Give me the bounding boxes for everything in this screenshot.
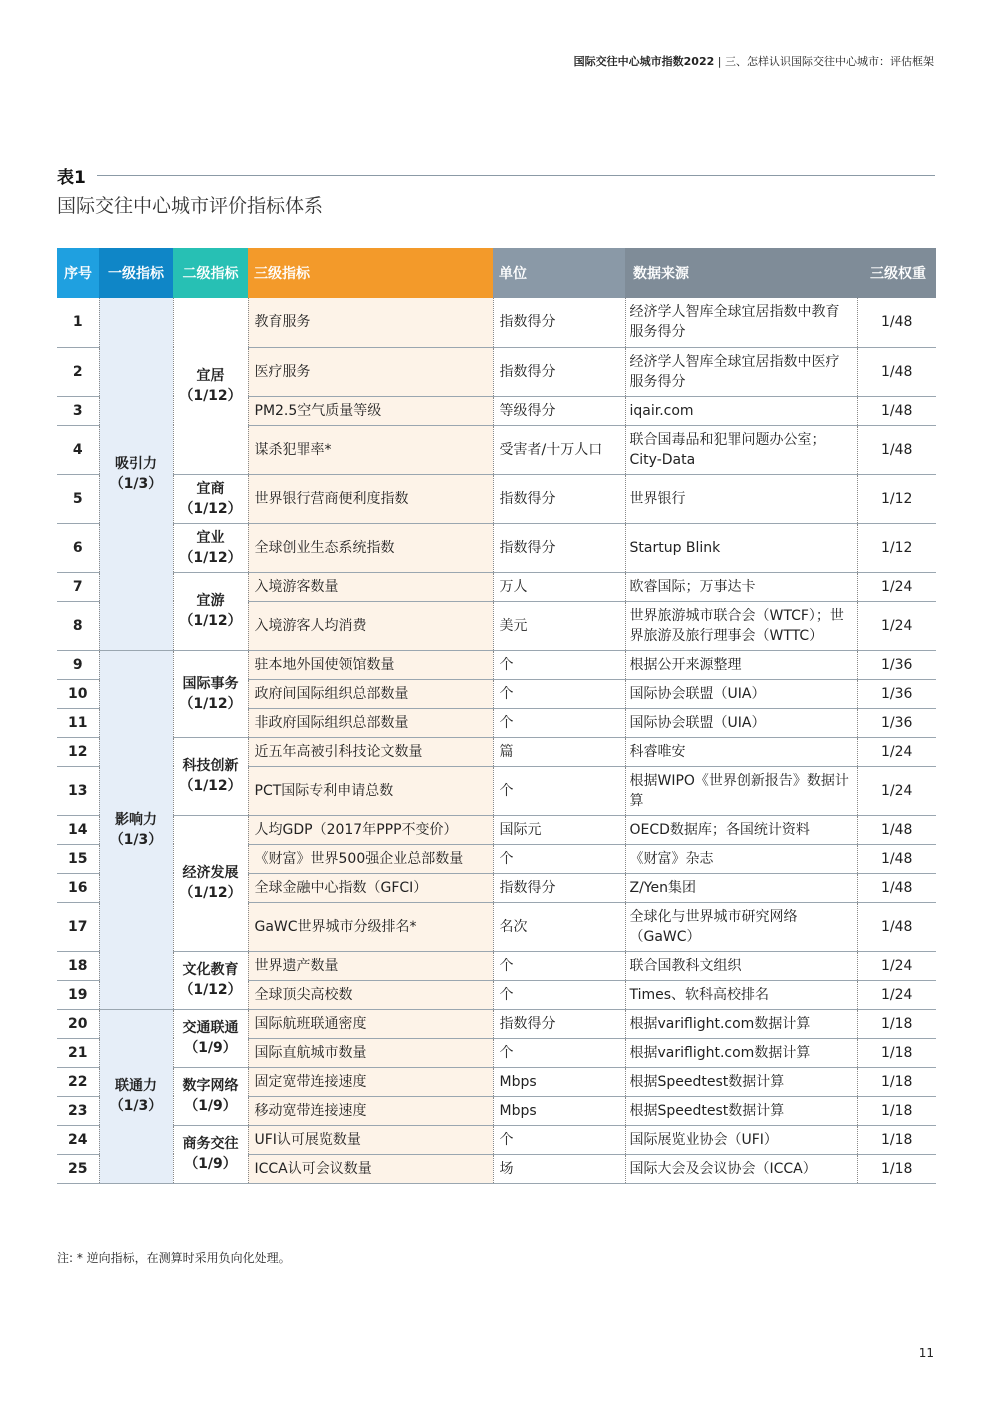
table-row — [57, 474, 936, 523]
source-cell: 根据公开来源整理 — [625, 650, 857, 679]
level1-weight: （1/3） — [109, 1098, 163, 1114]
row-number: 23 — [57, 1096, 99, 1125]
col-header-weight: 三级权重 — [857, 248, 936, 298]
table-header-row — [57, 248, 936, 298]
row-number: 10 — [57, 679, 99, 708]
level3-indicator: 教育服务 — [248, 298, 493, 347]
table-label: 表1 — [57, 168, 86, 188]
row-number: 25 — [57, 1154, 99, 1183]
weight-cell: 1/24 — [857, 766, 936, 815]
col-header-source: 数据来源 — [625, 248, 857, 298]
row-number: 20 — [57, 1009, 99, 1038]
weight-cell: 1/24 — [857, 951, 936, 980]
weight-cell: 1/18 — [857, 1067, 936, 1096]
level2-cell — [173, 815, 248, 951]
level1-cell — [99, 1009, 173, 1183]
unit-cell: 个 — [493, 844, 625, 873]
unit-cell: Mbps — [493, 1067, 625, 1096]
col-header-level1: 一级指标 — [99, 248, 173, 298]
col-header-level2: 二级指标 — [173, 248, 248, 298]
table-row — [57, 298, 936, 347]
level2-weight: （1/12） — [179, 778, 242, 794]
level2-weight: （1/12） — [179, 613, 242, 629]
weight-cell: 1/36 — [857, 708, 936, 737]
weight-cell: 1/24 — [857, 601, 936, 650]
level3-indicator: UFI认可展览数量 — [248, 1125, 493, 1154]
source-cell: 根据WIPO《世界创新报告》数据计算 — [625, 766, 857, 815]
source-cell: 根据variflight.com数据计算 — [625, 1038, 857, 1067]
level3-indicator: 政府间国际组织总部数量 — [248, 679, 493, 708]
level3-indicator: PM2.5空气质量等级 — [248, 396, 493, 425]
level3-indicator: 入境游客人均消费 — [248, 601, 493, 650]
unit-cell: 篇 — [493, 737, 625, 766]
level3-indicator: PCT国际专利申请总数 — [248, 766, 493, 815]
level2-weight: （1/12） — [179, 387, 242, 404]
source-cell: Times、软科高校排名 — [625, 980, 857, 1009]
level2-weight: （1/12） — [179, 695, 242, 712]
level2-name: 宜业 — [196, 529, 225, 546]
weight-cell: 1/24 — [857, 572, 936, 601]
row-number: 16 — [57, 873, 99, 902]
source-cell: 全球化与世界城市研究网络（GaWC） — [625, 902, 857, 951]
unit-cell: 个 — [493, 679, 625, 708]
source-cell: OECD数据库；各国统计资料 — [625, 815, 857, 844]
weight-cell: 1/48 — [857, 298, 936, 347]
footnote: 注: * 逆向指标，在测算时采用负向化处理。 — [57, 1251, 291, 1265]
unit-cell: 万人 — [493, 572, 625, 601]
level2-weight: （1/9） — [184, 1040, 237, 1056]
weight-cell: 1/36 — [857, 650, 936, 679]
level2-cell — [173, 1009, 248, 1067]
level3-indicator: 医疗服务 — [248, 347, 493, 396]
row-number: 7 — [57, 572, 99, 601]
weight-cell: 1/48 — [857, 902, 936, 951]
level3-indicator: 驻本地外国使领馆数量 — [248, 650, 493, 679]
unit-cell: 个 — [493, 708, 625, 737]
col-header-unit: 单位 — [493, 248, 625, 298]
level2-weight: （1/12） — [179, 982, 242, 998]
level2-cell — [173, 650, 248, 737]
source-cell: 国际展览业协会（UFI） — [625, 1125, 857, 1154]
row-number: 6 — [57, 523, 99, 572]
running-header — [574, 53, 934, 69]
unit-cell: 受害者/十万人口 — [493, 425, 625, 474]
indicator-table — [57, 248, 936, 1184]
level3-indicator: 国际航班联通密度 — [248, 1009, 493, 1038]
row-number: 4 — [57, 425, 99, 474]
unit-cell: Mbps — [493, 1096, 625, 1125]
table-row — [57, 523, 936, 572]
unit-cell: 个 — [493, 951, 625, 980]
level3-indicator: 入境游客数量 — [248, 572, 493, 601]
row-number: 13 — [57, 766, 99, 815]
weight-cell: 1/12 — [857, 523, 936, 572]
unit-cell: 场 — [493, 1154, 625, 1183]
report-title: 国际交往中心城市指数2022 — [573, 55, 715, 68]
source-cell: Z/Yen集团 — [625, 873, 857, 902]
unit-cell: 美元 — [493, 601, 625, 650]
source-cell: 世界银行 — [625, 474, 857, 523]
level1-name: 联通力 — [115, 1078, 157, 1094]
level3-indicator: GaWC世界城市分级排名* — [248, 902, 493, 951]
level2-cell — [173, 572, 248, 650]
unit-cell: 个 — [493, 1125, 625, 1154]
level2-cell — [173, 951, 248, 1009]
source-cell: 科睿唯安 — [625, 737, 857, 766]
table-row — [57, 1125, 936, 1154]
table-row — [57, 650, 936, 679]
level2-name: 宜居 — [196, 367, 225, 384]
row-number: 21 — [57, 1038, 99, 1067]
table-row — [57, 572, 936, 601]
unit-cell: 名次 — [493, 902, 625, 951]
weight-cell: 1/48 — [857, 844, 936, 873]
level3-indicator: 固定宽带连接速度 — [248, 1067, 493, 1096]
source-cell: 国际协会联盟（UIA） — [625, 679, 857, 708]
row-number: 19 — [57, 980, 99, 1009]
source-cell: 联合国教科文组织 — [625, 951, 857, 980]
row-number: 3 — [57, 396, 99, 425]
level2-cell — [173, 737, 248, 815]
table-row — [57, 815, 936, 844]
unit-cell: 国际元 — [493, 815, 625, 844]
row-number: 22 — [57, 1067, 99, 1096]
level2-name: 经济发展 — [182, 865, 239, 881]
level1-name: 影响力 — [115, 811, 157, 828]
source-cell: iqair.com — [625, 396, 857, 425]
source-cell: 世界旅游城市联合会（WTCF）；世界旅游及旅行理事会（WTTC） — [625, 601, 857, 650]
level3-indicator: 人均GDP（2017年PPP不变价） — [248, 815, 493, 844]
level2-name: 商务交往 — [182, 1136, 239, 1152]
level3-indicator: 全球创业生态系统指数 — [248, 523, 493, 572]
level2-weight: （1/9） — [184, 1156, 237, 1172]
level3-indicator: 世界遗产数量 — [248, 951, 493, 980]
weight-cell: 1/48 — [857, 425, 936, 474]
table-row — [57, 951, 936, 980]
level2-name: 文化教育 — [182, 962, 239, 978]
level3-indicator: 《财富》世界500强企业总部数量 — [248, 844, 493, 873]
row-number: 17 — [57, 902, 99, 951]
level2-cell — [173, 298, 248, 474]
row-number: 18 — [57, 951, 99, 980]
unit-cell: 个 — [493, 980, 625, 1009]
unit-cell: 指数得分 — [493, 1009, 625, 1038]
weight-cell: 1/12 — [857, 474, 936, 523]
level1-weight: （1/3） — [109, 831, 163, 848]
unit-cell: 个 — [493, 650, 625, 679]
level3-indicator: ICCA认可会议数量 — [248, 1154, 493, 1183]
level3-indicator: 谋杀犯罪率* — [248, 425, 493, 474]
source-cell: Startup Blink — [625, 523, 857, 572]
level2-weight: （1/12） — [179, 549, 242, 566]
level3-indicator: 移动宽带连接速度 — [248, 1096, 493, 1125]
source-cell: 欧睿国际；万事达卡 — [625, 572, 857, 601]
row-number: 14 — [57, 815, 99, 844]
table-row — [57, 1009, 936, 1038]
table-title: 国际交往中心城市评价指标体系 — [57, 195, 324, 217]
level1-cell — [99, 650, 173, 1009]
source-cell: 根据Speedtest数据计算 — [625, 1067, 857, 1096]
level2-name: 数字网络 — [182, 1078, 239, 1094]
weight-cell: 1/18 — [857, 1038, 936, 1067]
level2-weight: （1/9） — [184, 1098, 237, 1114]
level1-cell — [99, 298, 173, 650]
weight-cell: 1/18 — [857, 1009, 936, 1038]
level2-name: 国际事务 — [182, 675, 239, 692]
level2-name: 宜游 — [196, 593, 225, 609]
weight-cell: 1/36 — [857, 679, 936, 708]
page-number: 11 — [918, 1346, 934, 1360]
title-rule — [97, 175, 935, 176]
source-cell: 国际大会及会议协会（ICCA） — [625, 1154, 857, 1183]
section-title: 三、怎样认识国际交往中心城市：评估框架 — [725, 55, 934, 68]
weight-cell: 1/48 — [857, 815, 936, 844]
weight-cell: 1/48 — [857, 347, 936, 396]
weight-cell: 1/48 — [857, 396, 936, 425]
row-number: 24 — [57, 1125, 99, 1154]
weight-cell: 1/18 — [857, 1154, 936, 1183]
level2-weight: （1/12） — [179, 500, 242, 517]
source-cell: 联合国毒品和犯罪问题办公室；City-Data — [625, 425, 857, 474]
level3-indicator: 国际直航城市数量 — [248, 1038, 493, 1067]
row-number: 1 — [57, 298, 99, 347]
weight-cell: 1/18 — [857, 1096, 936, 1125]
row-number: 9 — [57, 650, 99, 679]
level1-weight: （1/3） — [109, 475, 163, 492]
source-cell: 根据Speedtest数据计算 — [625, 1096, 857, 1125]
level1-name: 吸引力 — [115, 455, 157, 472]
weight-cell: 1/24 — [857, 980, 936, 1009]
unit-cell: 指数得分 — [493, 873, 625, 902]
level3-indicator: 世界银行营商便利度指数 — [248, 474, 493, 523]
unit-cell: 个 — [493, 1038, 625, 1067]
level2-name: 交通联通 — [182, 1020, 239, 1036]
level2-cell — [173, 523, 248, 572]
unit-cell: 指数得分 — [493, 474, 625, 523]
col-header-level3: 三级指标 — [248, 248, 493, 298]
unit-cell: 指数得分 — [493, 347, 625, 396]
weight-cell: 1/48 — [857, 873, 936, 902]
table-row — [57, 1067, 936, 1096]
unit-cell: 指数得分 — [493, 298, 625, 347]
source-cell: 经济学人智库全球宜居指数中教育服务得分 — [625, 298, 857, 347]
source-cell: 经济学人智库全球宜居指数中医疗服务得分 — [625, 347, 857, 396]
level2-cell — [173, 474, 248, 523]
row-number: 12 — [57, 737, 99, 766]
level3-indicator: 全球顶尖高校数 — [248, 980, 493, 1009]
source-cell: 根据variflight.com数据计算 — [625, 1009, 857, 1038]
source-cell: 《财富》杂志 — [625, 844, 857, 873]
table-row — [57, 737, 936, 766]
level2-weight: （1/12） — [179, 885, 242, 901]
unit-cell: 个 — [493, 766, 625, 815]
level3-indicator: 全球金融中心指数（GFCI） — [248, 873, 493, 902]
row-number: 11 — [57, 708, 99, 737]
weight-cell: 1/18 — [857, 1125, 936, 1154]
unit-cell: 等级得分 — [493, 396, 625, 425]
weight-cell: 1/24 — [857, 737, 936, 766]
level3-indicator: 非政府国际组织总部数量 — [248, 708, 493, 737]
col-header-no: 序号 — [57, 248, 99, 298]
header-separator: | — [717, 55, 722, 68]
unit-cell: 指数得分 — [493, 523, 625, 572]
row-number: 2 — [57, 347, 99, 396]
level2-name: 宜商 — [196, 480, 225, 497]
row-number: 15 — [57, 844, 99, 873]
level2-cell — [173, 1125, 248, 1183]
row-number: 8 — [57, 601, 99, 650]
row-number: 5 — [57, 474, 99, 523]
level2-cell — [173, 1067, 248, 1125]
level3-indicator: 近五年高被引科技论文数量 — [248, 737, 493, 766]
source-cell: 国际协会联盟（UIA） — [625, 708, 857, 737]
level2-name: 科技创新 — [182, 758, 239, 774]
